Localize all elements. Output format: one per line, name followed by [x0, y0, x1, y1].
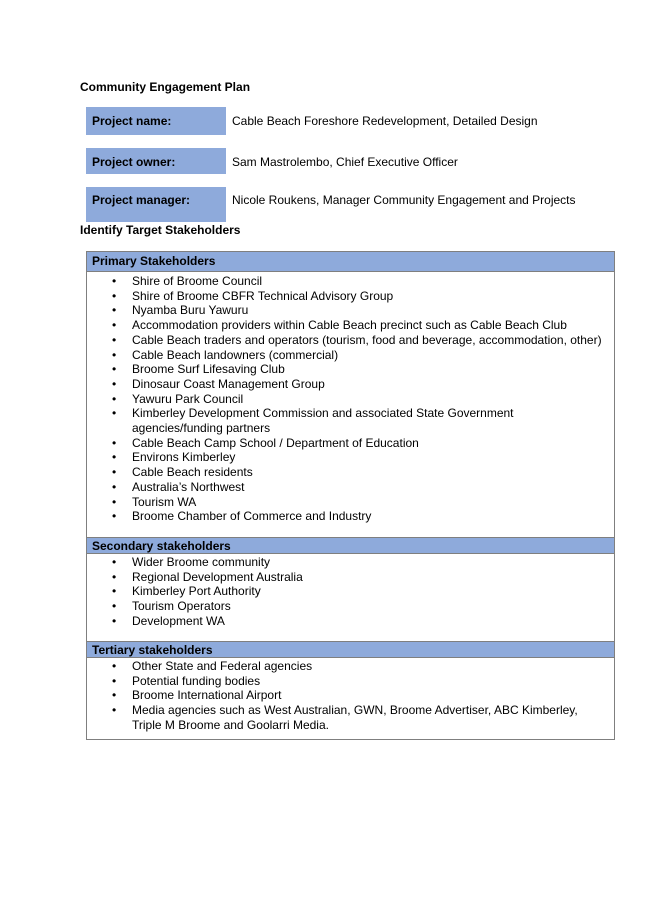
stakeholders-table: [86, 251, 615, 740]
secondary-stakeholders-section: [87, 554, 614, 641]
list-item: • Accommodation providers within Cable Beach precinct such as Cable Beach Club: [132, 318, 614, 333]
list-item: • Shire of Broome Council: [132, 274, 614, 289]
list-item: • Yawuru Park Council: [132, 392, 614, 407]
list-item: • Media agencies such as West Australian, GWN, Broome Advertiser, ABC Kimberley, Triple M Broome and Goolarri Media.: [132, 703, 614, 732]
list-item: • Australia’s Northwest: [132, 480, 614, 495]
list-item: • Shire of Broome CBFR Technical Advisory Group: [132, 289, 614, 304]
secondary-stakeholders-heading: Secondary stakeholders: [87, 537, 614, 554]
list-item: • Kimberley Development Commission and associated State Government agencies/funding partners: [132, 406, 614, 435]
project-manager-label: Project manager:: [86, 187, 226, 222]
list-item: • Tourism WA: [132, 495, 614, 510]
list-item: • Potential funding bodies: [132, 674, 614, 689]
project-details-table: [86, 107, 626, 234]
project-name-value: Cable Beach Foreshore Redevelopment, Detailed Design: [232, 114, 538, 128]
tertiary-stakeholders-heading: Tertiary stakeholders: [87, 641, 614, 658]
page-title: Community Engagement Plan: [80, 80, 251, 94]
list-item: • Regional Development Australia: [132, 570, 614, 585]
list-item: • Tourism Operators: [132, 599, 614, 614]
list-item: • Dinosaur Coast Management Group: [132, 377, 614, 392]
primary-stakeholders-section: [87, 272, 614, 537]
list-item: • Development WA: [132, 614, 614, 629]
project-row: [86, 107, 626, 148]
project-manager-value: Nicole Roukens, Manager Community Engagement and Projects: [232, 193, 576, 207]
list-item: • Kimberley Port Authority: [132, 584, 614, 599]
list-item: • Environs Kimberley: [132, 450, 614, 465]
primary-stakeholders-list: [87, 274, 614, 524]
project-row: [86, 148, 626, 187]
list-item: • Cable Beach Camp School / Department of Education: [132, 436, 614, 451]
stakeholders-heading: Identify Target Stakeholders: [80, 223, 241, 237]
tertiary-stakeholders-list: [87, 659, 614, 733]
secondary-stakeholders-list: [87, 555, 614, 629]
primary-stakeholders-heading: Primary Stakeholders: [87, 252, 614, 272]
list-item: • Other State and Federal agencies: [132, 659, 614, 674]
list-item: • Broome Chamber of Commerce and Industry: [132, 509, 614, 524]
project-name-label: Project name:: [86, 107, 226, 135]
tertiary-stakeholders-section: [87, 658, 614, 733]
list-item: • Cable Beach residents: [132, 465, 614, 480]
list-item: • Cable Beach landowners (commercial): [132, 348, 614, 363]
list-item: • Broome Surf Lifesaving Club: [132, 362, 614, 377]
list-item: • Broome International Airport: [132, 688, 614, 703]
project-owner-value: Sam Mastrolembo, Chief Executive Officer: [232, 155, 458, 169]
list-item: • Cable Beach traders and operators (tourism, food and beverage, accommodation, other): [132, 333, 614, 348]
list-item: • Nyamba Buru Yawuru: [132, 303, 614, 318]
list-item: • Wider Broome community: [132, 555, 614, 570]
project-owner-label: Project owner:: [86, 148, 226, 174]
